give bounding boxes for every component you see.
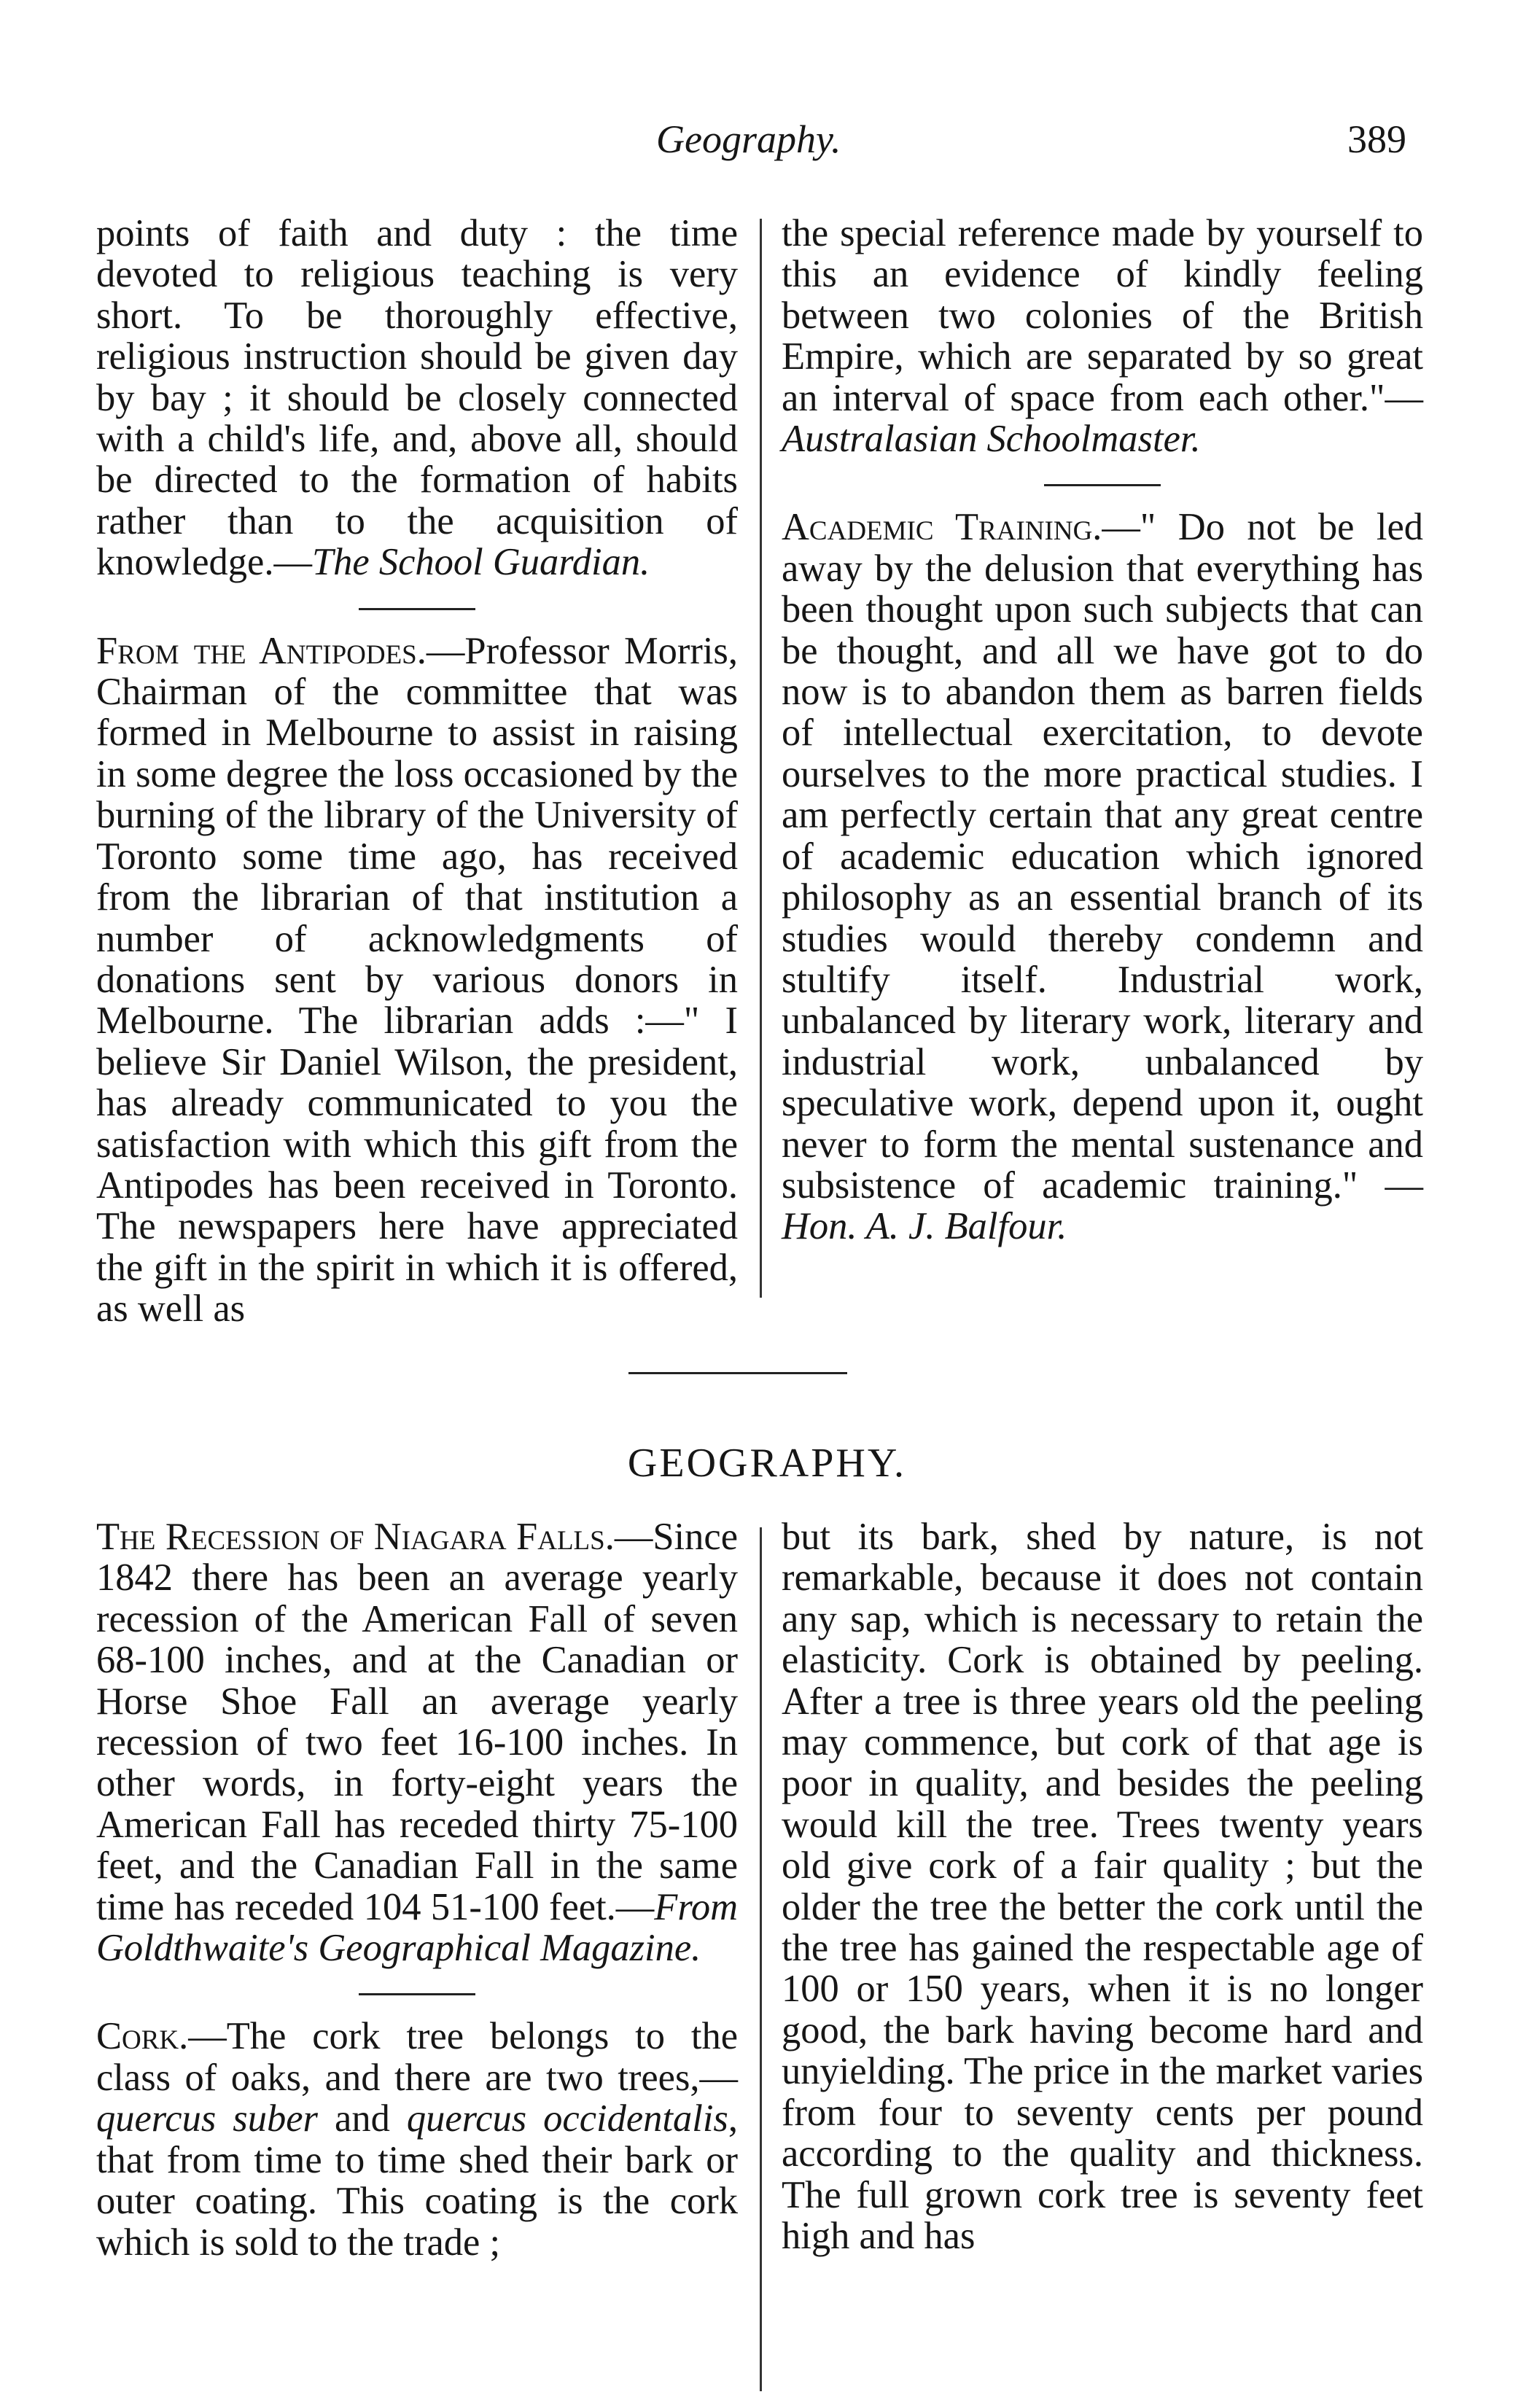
running-header	[0, 117, 1534, 175]
antipodes-paragraph: From the Antipodes.—Professor Morris, Chairman of the committee that was formed in Melbourne to assist in raising in some degree the loss occasioned by the burning of the library of the University of Toronto some time ago, has received from the librarian of that institution a number of acknowledgments of donations sent by various donors in Melbourne. The librarian adds :—" I believe Sir Daniel Wilson, the president, has already communicated to you the satisfaction with which this gift from the Antipodes has been received in Toronto. The newspapers here have appreciated the gift in the spirit in which it is offered, as well as	[96, 629, 738, 1330]
article-lead: Cork.	[96, 2015, 189, 2058]
cork-continuation: but its bark, shed by nature, is not remarkable, because it does not contain any sap, which is necessary to retain the elasticity. Cork is obtained by peeling. After a tree is three years old the peeling may commence, but cork of that age is poor in quality, and besides the peeling would kill the tree. Trees twenty years old give cork of a fair quality ; but the older the tree the better the cork until the the tree has gained the respectable age of 100 or 150 years, when it is no longer good, the bark having become hard and unyielding. The price in the market varies from four to seventy cents per pound according to the quality and thickness. The full grown cork tree is seventy feet high and has	[782, 1516, 1423, 2257]
column-divider	[760, 1527, 762, 2391]
academic-training-paragraph: Academic Training.—" Do not be led away by the delusion that everything has been thought upon such subjects that can be thought, and all we have got to do now is to abandon them as barren fields of intellectual exercitation, to devote ourselves to the more practical studies. I am perfectly certain that any great centre of academic education which ignored philosophy as an essential branch of its studies would thereby condemn and stultify itself. Industrial work, unbalanced by literary work, literary and industrial work, unbalanced by speculative work, depend upon it, ought never to form the mental sustenance and subsistence of academic training." — Hon. A. J. Balfour.	[782, 506, 1424, 1248]
article-divider	[1044, 484, 1161, 486]
article-divider	[359, 1993, 475, 1995]
source-citation: The School Guardian.	[311, 541, 650, 584]
source-citation: Hon. A. J. Balfour.	[782, 1205, 1067, 1248]
page-number: 389	[1347, 117, 1406, 161]
source-citation: From Goldthwaite's Geographical Magazine.	[96, 1885, 738, 1970]
top-right-column	[782, 213, 1423, 1247]
article-lead: The Recession of Niagara Falls.	[96, 1516, 615, 1558]
species-name: quercus suber	[96, 2097, 318, 2140]
column-divider	[760, 219, 762, 1298]
religious-teaching-paragraph: points of faith and duty : the time devoted to religious teaching is very short. To be thoroughly effective, religious instruction should be given day by bay ; it should be closely connected with a child's life, and, above all, should be directed to the formation of habits rather than to the acquisition of knowledge.—The School Guardian.	[96, 212, 738, 584]
species-name: quercus occidentalis	[406, 2097, 728, 2140]
bottom-left-column	[96, 1516, 738, 2263]
section-heading: GEOGRAPHY.	[627, 1441, 907, 1486]
cork-paragraph: Cork.—The cork tree belongs to the class of oaks, and there are two trees,—quercus suber and quercus occidentalis, that from time to time shed their bark or outer coating. This coating is the cork which is sold to the trade ;	[96, 2015, 738, 2264]
article-lead: From the Antipodes.	[96, 629, 427, 672]
bottom-right-column	[782, 1516, 1423, 2256]
section-divider	[628, 1372, 847, 1374]
antipodes-continuation: the special reference made by yourself to this an evidence of kindly feeling between two colonies of the British Empire, which are separated by so great an interval of space from each other."—Australasian Schoolmaster.	[782, 212, 1423, 461]
source-citation: Australasian Schoolmaster.	[782, 418, 1201, 461]
article-divider	[359, 608, 475, 610]
article-lead: Academic Training.	[782, 506, 1102, 549]
top-left-column	[96, 213, 738, 1330]
niagara-paragraph: The Recession of Niagara Falls.—Since 1842 there has been an average yearly recession of the American Fall of seven 68-100 inches, and at the Canadian or Horse Shoe Fall an average yearly recession of two feet 16-100 inches. In other words, in forty-eight years the American Fall has receded thirty 75-100 feet, and the Canadian Fall in the same time has receded 104 51-100 feet.—From Goldthwaite's Geographical Magazine.	[96, 1516, 738, 1970]
running-title: Geography.	[656, 117, 841, 161]
